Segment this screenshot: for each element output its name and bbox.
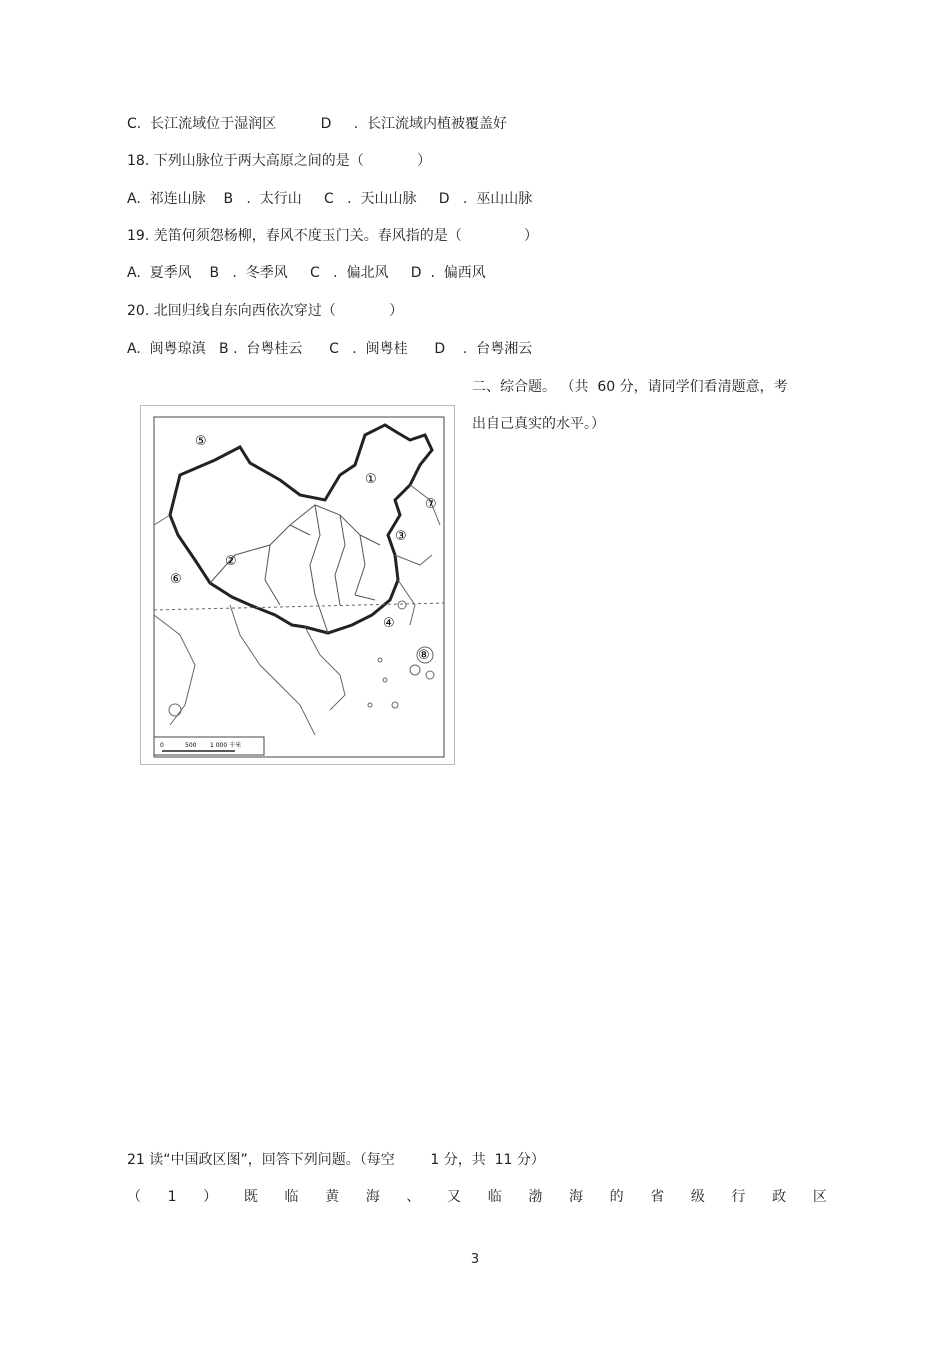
q17-options-cd: C. 长江流域位于湿润区 D . 长江流域内植被覆盖好	[127, 116, 508, 132]
scale-mid: 500	[185, 742, 197, 749]
q21-char: 临	[284, 1189, 299, 1205]
q21-char: 既	[243, 1189, 258, 1205]
china-political-map	[140, 405, 455, 765]
q21-char: 海	[568, 1189, 583, 1205]
q20-options: A. 闽粤琼滇 B . 台粤桂云 C . 闽粤桂 D . 台粤湘云	[127, 341, 533, 357]
label-7: ⑦	[425, 497, 437, 512]
q19-options: A. 夏季风 B . 冬季风 C . 偏北风 D . 偏西风	[127, 265, 486, 281]
q21-char: 省	[650, 1189, 665, 1205]
scale-bar	[154, 737, 264, 755]
q21-char: 级	[690, 1189, 705, 1205]
label-8: ⑧	[418, 648, 430, 663]
q19-stem: 19. 羌笛何须怨杨柳，春风不度玉门关。春风指的是（ ）	[127, 228, 539, 244]
q20-stem: 20. 北回归线自东向西依次穿过（ ）	[127, 303, 404, 319]
q21-char: 的	[609, 1189, 624, 1205]
q21-char: 黄	[325, 1189, 340, 1205]
page-number: 3	[470, 1252, 480, 1267]
q21-char: 区	[812, 1189, 827, 1205]
scale-zero: 0	[160, 742, 164, 749]
q21-char: 渤	[528, 1189, 543, 1205]
label-5: ⑤	[195, 434, 207, 449]
q21-char: 行	[731, 1189, 746, 1205]
label-1: ①	[365, 472, 377, 487]
label-6: ⑥	[170, 572, 182, 587]
q21-char: 临	[487, 1189, 502, 1205]
q21-char: 又	[447, 1189, 462, 1205]
q21-part1	[127, 1187, 827, 1207]
label-4: ④	[383, 616, 395, 631]
label-2: ②	[225, 554, 237, 569]
q21-stem: 21 读“中国政区图”，回答下列问题。（每空 1 分，共 11 分）	[127, 1152, 545, 1168]
q21-char: 政	[772, 1189, 787, 1205]
q18-options: A. 祁连山脉 B . 太行山 C . 天山山脉 D . 巫山山脉	[127, 191, 533, 207]
section2-heading-cont: 出自己真实的水平。）	[472, 416, 605, 432]
scale-end: 1 000 千米	[210, 742, 242, 749]
q21-char: （	[127, 1189, 141, 1205]
q21-char: 海	[365, 1189, 380, 1205]
label-3: ③	[395, 529, 407, 544]
q21-char: 、	[406, 1189, 421, 1205]
q18-stem: 18. 下列山脉位于两大高原之间的是（ ）	[127, 153, 432, 169]
section2-heading: 二、综合题。 （共 60 分，请同学们看清题意，考	[472, 379, 788, 395]
q21-char: 1	[167, 1189, 177, 1205]
q21-char: ）	[203, 1189, 218, 1205]
